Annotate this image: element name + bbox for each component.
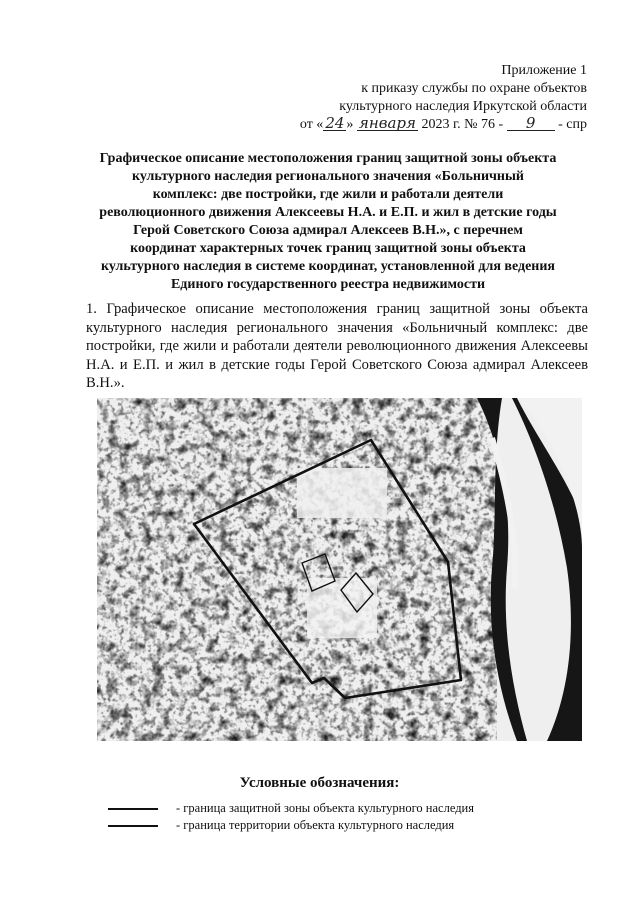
handwritten-month: января (358, 114, 416, 132)
courtyard (297, 468, 387, 518)
legend-item-protection-zone (108, 801, 474, 815)
title-line: культурного наследия в системе координат, установленной для ведения (100, 259, 556, 274)
date-prefix: от « (299, 117, 324, 132)
legend-line-icon (108, 825, 158, 827)
appendix-order-line: к приказу службы по охране объектов (361, 81, 587, 96)
title-line: координат характерных точек границ защитной зоны объекта (130, 241, 526, 256)
legend-label: - граница территории объекта культурного наследия (176, 818, 455, 832)
title-line: Единого государственного реестра недвижимости (170, 277, 486, 292)
appendix-date-line (300, 116, 587, 134)
order-suffix: - спр (558, 117, 587, 132)
legend-line-icon (108, 808, 158, 810)
section-1-paragraph: 1. Графическое описание местоположения границ защитной зоны объекта культурного наследия регионального значения «Больничный комплекс: две постройки, где жили и работали деятели революционного движения Алексеевы Н.А. и Е.П. и жил в детские годы Герой Советского Союза адмирал Алексеев В.Н.». (86, 301, 588, 391)
handwritten-day: 24 (325, 114, 345, 132)
year-and-order: 2023 г. № 76 - (421, 117, 504, 132)
document-title (94, 150, 562, 294)
title-line: революционного движения Алексеевы Н.А. и Е.П. и жил в детские годы (99, 205, 557, 220)
urban-texture-fine (97, 398, 497, 741)
appendix-title: Приложение 1 (501, 63, 587, 78)
title-line: Герой Советского Союза адмирал Алексеев В.Н.», с перечнем (133, 223, 523, 238)
date-quote-close: » (346, 117, 354, 132)
legend-label: - граница защитной зоны объекта культурного наследия (176, 801, 474, 815)
appendix-header (300, 62, 587, 134)
title-line: Графическое описание местоположения границ защитной зоны объекта (99, 151, 557, 166)
title-line: культурного наследия регионального значения «Больничный (132, 169, 524, 184)
appendix-authority-line: культурного наследия Иркутской области (339, 99, 587, 114)
legend-item-heritage-territory (108, 818, 454, 832)
satellite-map (97, 398, 582, 741)
legend-title: Условные обозначения: (239, 775, 400, 791)
handwritten-order-number: 9 (507, 116, 555, 131)
map-graphic (97, 398, 582, 741)
title-line: комплекс: две постройки, где жили и работали деятели (152, 187, 504, 202)
